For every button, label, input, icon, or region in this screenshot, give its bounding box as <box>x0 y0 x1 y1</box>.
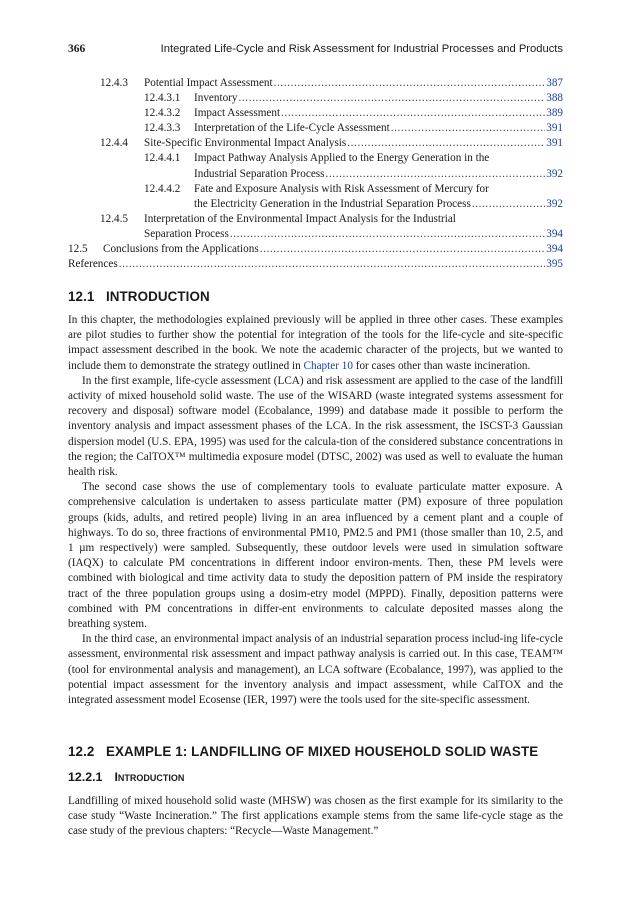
section-title: EXAMPLE 1: LANDFILLING OF MIXED HOUSEHOLD SOLID WASTE <box>105 744 539 759</box>
toc-title: References <box>68 258 118 271</box>
section-title: INTRODUCTION <box>105 289 210 304</box>
paragraph: Landfilling of mixed household solid waste (MHSW) was chosen as the first example for its similarity to the case study “Waste Incineration.” The first applications example stems from the same life-cycle stage as the case study of the previous chapters: “Recycle—Waste Management.” <box>68 795 563 838</box>
toc-page-link[interactable]: 392 <box>546 167 563 180</box>
toc-page-link[interactable]: 389 <box>546 107 563 120</box>
toc-title: Site-Specific Environmental Impact Analysis <box>144 137 347 150</box>
section-number: 12.2 <box>68 744 95 759</box>
toc-number: 12.4.4 <box>100 137 128 150</box>
toc-title: Industrial Separation Process <box>194 167 325 180</box>
toc-entry[interactable] <box>68 121 563 136</box>
toc-leader-dots <box>274 76 546 91</box>
introduction-body <box>68 313 563 708</box>
paragraph: In the first example, life-cycle assessment (LCA) and risk assessment are applied to the case of the landfill activity of mixed household solid waste. The use of the WISARD (waste integrated systems assessment for recovery and disposal) software model (Ecobalance, 1999) and database made it possible to perform the inventory analysis and impact assessment phases of the LCA. In the risk assessment, the ISCST-3 Gaussian dispersion model (U.S. EPA, 1995) was used for the calcula-tion of the considered substance concentrations in the region; the CalTOX™ multimedia exposure model (DTSC, 2002) was used as well to evaluate the human health risk. <box>68 374 563 479</box>
toc-leader-dots <box>347 136 545 151</box>
toc-title: Interpretation of the Life-Cycle Assessment <box>194 122 390 135</box>
paragraph: The second case shows the use of complementary tools to evaluate particulate matter exposure. A comprehensive calculation is undertaken to assess particulate matter (PM) exposure of three population groups (kids, adults, and retired people) living in an area influenced by a cement plant and a couple of highways. To do so, three fractions of environmental PM10, PM2.5 and PM1 (those smaller than 10, 2.5, and 1 µm respectively) were sampled. Subsequently, these outdoor levels were used in simulation software (IAQX) to calculate PM concentrations in different indoor environ-ments. Then, these PM levels were combined with biological and time activity data to study the deposition pattern of PM inside the respiratory tract of the three population groups using a dosim-etry model (MPPD). Finally, deposition patterns were combined with PM concentrations in differ-ent environments to calculate deposited masses along the breathing system. <box>68 481 563 631</box>
subsection-title: Introduction <box>114 770 185 784</box>
toc-leader-dots <box>260 242 546 257</box>
toc-title: Interpretation of the Environmental Impact Analysis for the Industrial <box>144 212 456 225</box>
toc-entry[interactable] <box>68 91 563 106</box>
paragraph: In the third case, an environmental impact analysis of an industrial separation process includ-ing life-cycle assessment, environmental risk assessment and impact pathway analysis is carried out. In this case, TEAM™ (tool for environmental analysis and management), an LCA software (Ecobalance, 1997), was applied to the potential impact assessment for the inventory analysis and impact assessment, while CalTOX and the integrated assessment model Ecosense (IER, 1997) were the tools used for the site-specific assessment. <box>68 633 563 707</box>
toc-title: the Electricity Generation in the Industrial Separation Process <box>194 197 471 210</box>
paragraph-text: In this chapter, the methodologies explained previously will be applied in three other cases. These examples are pilot studies to further show the potential for integration of the tools for the life-cycle and site-specific impact assessment described in the book. We note the academic character of the projects, but we wanted to include them to demonstrate the strategy outlined in <box>68 314 563 372</box>
toc-number: 12.4.3 <box>100 77 128 89</box>
toc-title: Separation Process <box>144 227 229 240</box>
toc-leader-dots <box>281 106 545 121</box>
section-heading-12-2 <box>68 744 538 759</box>
toc-entry[interactable] <box>68 151 563 181</box>
toc-entry[interactable] <box>68 212 563 242</box>
toc-title: Inventory <box>194 92 238 105</box>
toc-entry[interactable] <box>68 106 563 121</box>
toc-page-link[interactable]: 394 <box>546 227 563 240</box>
toc-number: 12.4.3.2 <box>144 107 181 120</box>
table-of-contents <box>68 76 563 272</box>
toc-number: 12.4.3.3 <box>144 122 181 135</box>
subsection-number: 12.2.1 <box>68 770 103 784</box>
toc-title: Potential Impact Assessment <box>144 77 273 89</box>
toc-page-link[interactable]: 387 <box>546 77 563 89</box>
toc-page-link[interactable]: 392 <box>546 197 563 210</box>
toc-leader-dots <box>119 257 546 272</box>
toc-entry[interactable] <box>68 242 563 257</box>
subsection-body <box>68 794 563 840</box>
paragraph-text: for cases other than waste incineration. <box>352 359 531 372</box>
page-number: 366 <box>68 43 86 55</box>
paragraph <box>68 313 563 374</box>
toc-title: Impact Pathway Analysis Applied to the Energy Generation in the <box>194 152 490 165</box>
subsection-heading-12-2-1 <box>68 770 184 784</box>
toc-page-link[interactable]: 395 <box>546 258 563 271</box>
toc-page-link[interactable]: 391 <box>546 122 563 135</box>
toc-entry[interactable] <box>68 136 563 151</box>
toc-leader-dots <box>239 91 546 106</box>
section-number: 12.1 <box>68 289 95 304</box>
toc-leader-dots <box>391 121 545 136</box>
chapter-link[interactable]: Chapter 10 <box>303 359 353 372</box>
running-header <box>68 43 563 55</box>
toc-leader-dots <box>472 197 545 212</box>
running-title: Integrated Life-Cycle and Risk Assessment for Industrial Processes and Products <box>160 43 563 55</box>
section-heading-12-1 <box>68 289 210 304</box>
toc-number: 12.4.4.1 <box>144 152 181 165</box>
toc-number: 12.4.3.1 <box>144 92 181 105</box>
toc-entry[interactable] <box>68 182 563 212</box>
toc-title: Impact Assessment <box>194 107 281 120</box>
toc-title: Fate and Exposure Analysis with Risk Assessment of Mercury for <box>194 182 489 195</box>
toc-leader-dots <box>326 167 546 182</box>
toc-number: 12.5 <box>68 243 88 256</box>
toc-entry[interactable] <box>68 76 563 91</box>
toc-page-link[interactable]: 388 <box>546 92 563 105</box>
toc-entry[interactable] <box>68 257 563 272</box>
toc-leader-dots <box>230 227 545 242</box>
toc-number: 12.4.4.2 <box>144 182 181 195</box>
toc-page-link[interactable]: 394 <box>546 243 563 256</box>
toc-number: 12.4.5 <box>100 212 128 225</box>
toc-page-link[interactable]: 391 <box>546 137 563 150</box>
toc-title: Conclusions from the Applications <box>103 243 259 256</box>
